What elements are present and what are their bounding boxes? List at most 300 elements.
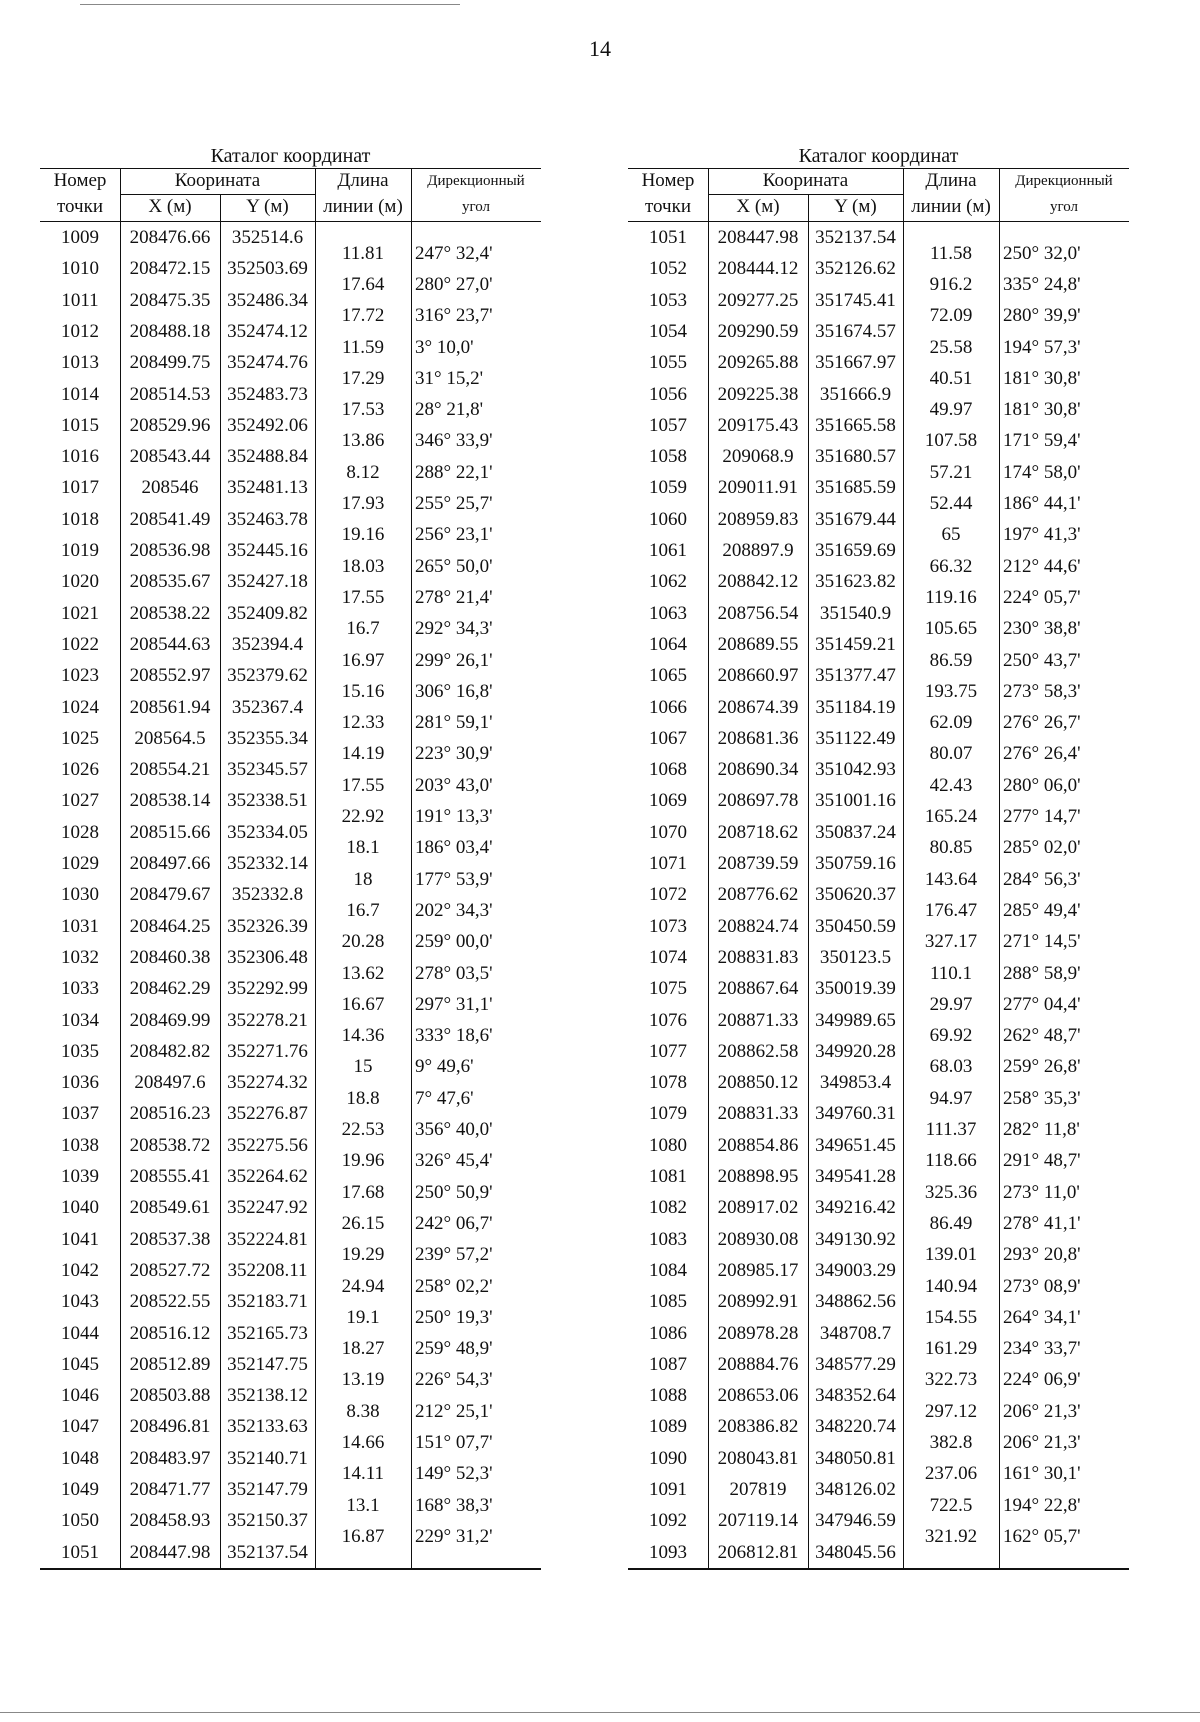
point-number: 1038 — [61, 1134, 99, 1156]
point-number: 1049 — [61, 1479, 99, 1500]
point-y: 352483.73 — [227, 383, 308, 405]
header-number-line1: Номер — [53, 170, 107, 191]
point-row — [628, 879, 903, 910]
point-x: 209175.43 — [717, 414, 799, 436]
segment-angle: 234° 33,7' — [1003, 1338, 1081, 1360]
segment-row — [315, 488, 541, 519]
point-y: 349760.31 — [815, 1103, 896, 1125]
point-number: 1091 — [649, 1479, 687, 1500]
point-y: 352150.37 — [227, 1510, 308, 1532]
segment-length: 14.19 — [341, 743, 385, 765]
point-row — [40, 1192, 315, 1223]
header-divider — [220, 194, 221, 222]
point-x: 208469.99 — [129, 1009, 211, 1031]
segment-row — [315, 1396, 541, 1427]
point-x: 208862.58 — [717, 1040, 799, 1062]
segment-length: 49.97 — [929, 399, 973, 421]
point-row — [628, 1098, 903, 1129]
point-y: 352274.32 — [227, 1072, 308, 1094]
point-x: 208535.67 — [129, 571, 211, 593]
point-number: 1028 — [61, 821, 99, 843]
segment-angle: 181° 30,8' — [1003, 399, 1081, 421]
segment-length: 18.8 — [346, 1087, 380, 1109]
segment-length: 17.64 — [341, 273, 385, 295]
segment-angle: 28° 21,8' — [415, 399, 484, 421]
point-y: 350123.5 — [819, 946, 892, 968]
point-y: 352224.81 — [227, 1228, 308, 1250]
segment-angle: 262° 48,7' — [1003, 1025, 1081, 1047]
point-y: 352332.14 — [227, 853, 308, 874]
segment-row — [315, 864, 541, 895]
segment-angle: 276° 26,7' — [1003, 712, 1081, 734]
point-row — [40, 1130, 315, 1161]
point-y: 352355.34 — [227, 727, 308, 749]
table-bottom-rule — [628, 1568, 1129, 1570]
page-number: 14 — [589, 36, 611, 61]
point-number: 1054 — [649, 320, 687, 342]
point-y: 351623.82 — [815, 571, 896, 593]
segment-row — [315, 707, 541, 738]
point-number: 1039 — [61, 1166, 99, 1187]
segment-angle: 335° 24,8' — [1003, 273, 1081, 295]
point-number: 1015 — [61, 414, 99, 436]
segment-angle: 280° 06,0' — [1003, 774, 1081, 796]
segment-angle: 194° 22,8' — [1003, 1494, 1081, 1516]
point-number: 1051 — [649, 227, 687, 248]
point-row — [40, 660, 315, 691]
segment-length: 12.33 — [341, 712, 385, 734]
segment-length: 18.27 — [341, 1338, 385, 1360]
segment-angle: 281° 59,1' — [415, 712, 493, 734]
point-row — [40, 1005, 315, 1036]
segment-angle: 226° 54,3' — [415, 1369, 493, 1391]
point-x: 208898.95 — [717, 1166, 799, 1187]
segment-angle: 293° 20,8' — [1003, 1244, 1081, 1266]
segment-length: 24.94 — [341, 1275, 385, 1297]
point-number: 1044 — [61, 1322, 99, 1344]
segment-angle: 333° 18,6' — [415, 1025, 493, 1047]
segment-angle: 197° 41,3' — [1003, 524, 1081, 546]
header-top-rule — [40, 168, 541, 169]
segment-length: 14.36 — [341, 1025, 385, 1047]
point-x: 208475.35 — [129, 289, 211, 311]
point-number: 1061 — [649, 540, 687, 561]
segment-row — [315, 1302, 541, 1333]
point-x: 208464.25 — [129, 915, 211, 937]
point-number: 1024 — [61, 696, 99, 718]
table-body — [628, 222, 1129, 1568]
point-x: 208824.74 — [717, 915, 799, 937]
point-row — [628, 942, 903, 973]
segment-angle: 273° 58,3' — [1003, 680, 1081, 702]
point-x: 208497.66 — [129, 853, 211, 874]
point-y: 351184.19 — [815, 696, 896, 718]
point-x: 208476.66 — [129, 227, 211, 248]
point-number: 1085 — [649, 1291, 687, 1313]
point-x: 208472.15 — [129, 258, 211, 280]
point-x: 208690.34 — [717, 759, 799, 781]
column-divider — [708, 222, 709, 1568]
segment-angle: 186° 44,1' — [1003, 493, 1081, 515]
point-row — [40, 1255, 315, 1286]
segment-angle: 202° 34,3' — [415, 899, 493, 921]
segment-angle: 259° 00,0' — [415, 931, 493, 953]
point-row — [40, 1161, 315, 1192]
segment-angle: 162° 05,7' — [1003, 1525, 1081, 1547]
point-x: 209225.38 — [717, 383, 799, 405]
point-y: 351680.57 — [815, 446, 896, 468]
segment-length: 16.67 — [341, 993, 385, 1015]
segment-row — [903, 582, 1129, 613]
point-x: 208471.77 — [129, 1479, 211, 1500]
point-y: 351666.9 — [819, 383, 892, 405]
segment-angle: 250° 43,7' — [1003, 649, 1081, 671]
segment-row — [315, 1364, 541, 1395]
point-y: 349003.29 — [815, 1259, 896, 1281]
point-row — [40, 1036, 315, 1067]
point-x: 208681.36 — [717, 727, 799, 749]
point-number: 1041 — [61, 1228, 99, 1250]
header-divider — [120, 168, 121, 222]
point-y: 350019.39 — [815, 978, 896, 1000]
point-number: 1066 — [649, 696, 687, 718]
segment-length: 13.86 — [341, 430, 385, 452]
point-row — [40, 1380, 315, 1411]
point-row — [628, 1192, 903, 1223]
point-y: 351667.97 — [815, 352, 896, 374]
point-row — [628, 379, 903, 410]
segment-row — [315, 770, 541, 801]
segment-length: 72.09 — [929, 305, 973, 327]
segment-row — [315, 1114, 541, 1145]
point-row — [40, 410, 315, 441]
point-number: 1045 — [61, 1353, 99, 1375]
point-y: 352492.06 — [227, 414, 308, 436]
segment-angle: 181° 30,8' — [1003, 367, 1081, 389]
point-x: 209265.88 — [717, 352, 799, 374]
segment-length: 13.62 — [341, 962, 385, 984]
segment-row — [315, 645, 541, 676]
segment-angle: 282° 11,8' — [1003, 1119, 1080, 1141]
point-row — [628, 566, 903, 597]
point-x: 208516.23 — [129, 1103, 211, 1125]
point-number: 1033 — [61, 978, 99, 1000]
segment-length: 139.01 — [924, 1244, 978, 1266]
segment-length: 11.59 — [341, 336, 385, 358]
segment-length: 110.1 — [929, 962, 973, 984]
point-y: 351685.59 — [815, 477, 896, 499]
segment-angle: 285° 02,0' — [1003, 837, 1081, 859]
point-row — [40, 535, 315, 566]
point-number: 1031 — [61, 915, 99, 937]
point-x: 208549.61 — [129, 1197, 211, 1219]
segment-length: 143.64 — [924, 868, 978, 890]
header-number-line2: точки — [56, 196, 103, 217]
point-y: 351745.41 — [815, 289, 896, 311]
segment-row — [903, 770, 1129, 801]
segment-angle: 292° 34,3' — [415, 618, 493, 640]
point-number: 1035 — [61, 1040, 99, 1062]
point-number: 1072 — [649, 884, 687, 906]
point-row — [628, 1537, 903, 1568]
point-row — [628, 723, 903, 754]
catalog-title: Каталог координат — [798, 145, 959, 167]
header-coords-rule — [708, 194, 903, 195]
segment-angle: 271° 14,5' — [1003, 931, 1081, 953]
segment-row — [315, 300, 541, 331]
segment-length: 14.11 — [341, 1463, 385, 1485]
segment-length: 193.75 — [924, 680, 978, 702]
segment-row — [903, 738, 1129, 769]
segment-row — [903, 1364, 1129, 1395]
point-x: 208538.14 — [129, 790, 211, 812]
point-row — [628, 1224, 903, 1255]
point-number: 1071 — [649, 853, 687, 874]
point-number: 1063 — [649, 602, 687, 624]
segment-row — [903, 676, 1129, 707]
point-x: 208527.72 — [129, 1259, 211, 1281]
point-row — [628, 754, 903, 785]
segment-length: 15 — [353, 1056, 373, 1078]
point-y: 349651.45 — [815, 1134, 896, 1156]
header-number-line1: Номер — [641, 170, 695, 191]
point-x: 208460.38 — [129, 946, 211, 968]
segment-length: 321.92 — [924, 1525, 978, 1547]
point-number: 1026 — [61, 759, 99, 781]
header-x: X (м) — [148, 196, 192, 217]
point-number: 1070 — [649, 821, 687, 843]
point-y: 348220.74 — [815, 1416, 896, 1438]
segment-row — [315, 926, 541, 957]
point-row — [628, 316, 903, 347]
segment-row — [315, 1177, 541, 1208]
point-number: 1058 — [649, 446, 687, 468]
point-y: 351377.47 — [815, 665, 896, 687]
point-row — [40, 222, 315, 253]
point-x: 208978.28 — [717, 1322, 799, 1344]
point-row — [628, 285, 903, 316]
point-number: 1034 — [61, 1009, 99, 1031]
segment-row — [903, 488, 1129, 519]
header-divider — [903, 168, 904, 222]
point-x: 208564.5 — [134, 727, 206, 749]
point-x: 208536.98 — [129, 540, 211, 561]
segment-row — [903, 707, 1129, 738]
segment-length: 327.17 — [924, 931, 978, 953]
point-number: 1060 — [649, 508, 687, 530]
point-row — [40, 316, 315, 347]
point-y: 352409.82 — [227, 602, 308, 624]
point-number: 1062 — [649, 571, 687, 593]
segment-angle: 278° 21,4' — [415, 586, 493, 608]
segment-length: 69.92 — [929, 1025, 973, 1047]
header-divider — [708, 168, 709, 222]
point-x: 208515.66 — [129, 821, 211, 843]
segment-angle: 278° 03,5' — [415, 962, 493, 984]
point-y: 352208.11 — [227, 1259, 308, 1281]
segment-length: 322.73 — [924, 1369, 978, 1391]
segment-row — [315, 958, 541, 989]
segment-angle: 229° 31,2' — [415, 1525, 493, 1547]
point-x: 208543.44 — [129, 446, 211, 468]
segment-angle: 242° 06,7' — [415, 1212, 493, 1234]
segment-length: 19.96 — [341, 1150, 385, 1172]
segment-row — [315, 1083, 541, 1114]
scan-edge-line — [80, 4, 460, 5]
point-x: 208756.54 — [717, 602, 799, 624]
segment-angle: 326° 45,4' — [415, 1150, 493, 1172]
point-number: 1077 — [649, 1040, 687, 1062]
table-header — [40, 168, 541, 222]
segment-angle: 255° 25,7' — [415, 493, 493, 515]
point-y: 352140.71 — [227, 1447, 308, 1469]
point-x: 208930.08 — [717, 1228, 799, 1250]
point-y: 351674.57 — [815, 320, 896, 342]
segment-row — [315, 1427, 541, 1458]
segment-angle: 7° 47,6' — [415, 1087, 474, 1109]
segment-length: 325.36 — [924, 1181, 978, 1203]
point-y: 352126.62 — [815, 258, 896, 280]
point-row — [628, 817, 903, 848]
point-y: 352137.54 — [815, 227, 896, 248]
point-x: 208488.18 — [129, 320, 211, 342]
point-number: 1069 — [649, 790, 687, 812]
segment-row — [315, 676, 541, 707]
point-row — [40, 942, 315, 973]
segment-row — [903, 1521, 1129, 1552]
segment-row — [903, 394, 1129, 425]
point-x: 208522.55 — [129, 1291, 211, 1313]
point-number: 1067 — [649, 727, 687, 749]
table-body — [40, 222, 541, 1568]
point-number: 1046 — [61, 1385, 99, 1407]
segment-angle: 3° 10,0' — [415, 336, 474, 358]
point-y: 352147.75 — [227, 1353, 308, 1375]
segment-angle: 288° 58,9' — [1003, 962, 1081, 984]
segment-row — [903, 1427, 1129, 1458]
point-x: 208483.97 — [129, 1447, 211, 1469]
point-x: 208538.72 — [129, 1134, 211, 1156]
column-divider — [903, 222, 904, 1568]
point-y: 352183.71 — [227, 1291, 308, 1313]
header-angle-line2: угол — [1049, 199, 1079, 215]
segment-length: 40.51 — [929, 367, 973, 389]
segment-angle: 149° 52,3' — [415, 1463, 493, 1485]
point-number: 1020 — [61, 571, 99, 593]
segment-row — [903, 457, 1129, 488]
segment-length: 140.94 — [924, 1275, 978, 1297]
point-x: 208482.82 — [129, 1040, 211, 1062]
point-x: 208850.12 — [717, 1072, 799, 1094]
header-coordinates: Коорината — [762, 170, 849, 191]
point-number: 1047 — [61, 1416, 99, 1438]
segment-row — [903, 519, 1129, 550]
point-number: 1014 — [61, 383, 99, 405]
segment-angle: 297° 31,1' — [415, 993, 493, 1015]
segment-row — [903, 958, 1129, 989]
segment-length: 916.2 — [929, 273, 973, 295]
point-number: 1037 — [61, 1103, 99, 1125]
header-divider — [999, 168, 1000, 222]
segment-length: 382.8 — [929, 1432, 973, 1454]
segment-length: 154.55 — [924, 1306, 978, 1328]
segment-length: 161.29 — [924, 1338, 978, 1360]
segment-angle: 31° 15,2' — [415, 367, 484, 389]
segment-row — [903, 864, 1129, 895]
point-number: 1059 — [649, 477, 687, 499]
point-row — [40, 566, 315, 597]
segment-angle: 186° 03,4' — [415, 837, 493, 859]
segment-row — [903, 238, 1129, 269]
segment-length: 86.59 — [929, 649, 973, 671]
segment-length: 13.19 — [341, 1369, 385, 1391]
segment-length: 17.72 — [341, 305, 385, 327]
point-y: 351665.58 — [815, 414, 896, 436]
segment-angle: 316° 23,7' — [415, 305, 493, 327]
point-row — [40, 379, 315, 410]
point-x: 208689.55 — [717, 633, 799, 655]
segment-row — [315, 1490, 541, 1521]
point-row — [40, 285, 315, 316]
segment-angle: 206° 21,3' — [1003, 1400, 1081, 1422]
segment-length: 17.93 — [341, 493, 385, 515]
point-x: 208831.33 — [717, 1103, 799, 1125]
segment-length: 105.65 — [924, 618, 978, 640]
point-number: 1012 — [61, 320, 99, 342]
segment-row — [315, 1271, 541, 1302]
segment-angle: 247° 32,4' — [415, 242, 493, 264]
point-row — [628, 1005, 903, 1036]
segment-angle: 230° 38,8' — [1003, 618, 1081, 640]
point-y: 352275.56 — [227, 1134, 308, 1156]
segment-length: 22.92 — [341, 806, 385, 828]
point-number: 1090 — [649, 1447, 687, 1469]
point-row — [628, 1443, 903, 1474]
segment-length: 68.03 — [929, 1056, 973, 1078]
segment-length: 20.28 — [341, 931, 385, 953]
point-row — [628, 1349, 903, 1380]
point-number: 1086 — [649, 1322, 687, 1344]
point-x: 208462.29 — [129, 978, 211, 1000]
segment-length: 17.53 — [341, 399, 385, 421]
segment-row — [315, 363, 541, 394]
point-number: 1048 — [61, 1447, 99, 1469]
point-x: 207819 — [729, 1479, 787, 1500]
segment-length: 17.55 — [341, 774, 385, 796]
segment-angle: 284° 56,3' — [1003, 868, 1081, 890]
header-divider — [808, 194, 809, 222]
point-number: 1068 — [649, 759, 687, 781]
segment-row — [315, 1145, 541, 1176]
point-row — [628, 1411, 903, 1442]
point-row — [628, 1505, 903, 1536]
segment-length: 52.44 — [929, 493, 973, 515]
point-y: 352488.84 — [227, 446, 308, 468]
point-row — [40, 598, 315, 629]
column-divider — [120, 222, 121, 1568]
segment-angle: 280° 27,0' — [415, 273, 493, 295]
point-row — [628, 535, 903, 566]
point-number: 1088 — [649, 1385, 687, 1407]
segment-row — [903, 300, 1129, 331]
point-number: 1074 — [649, 946, 687, 968]
point-y: 351042.93 — [815, 759, 896, 781]
point-y: 352379.62 — [227, 665, 308, 687]
segment-angle: 239° 57,2' — [415, 1244, 493, 1266]
point-number: 1065 — [649, 665, 687, 687]
table-header — [628, 168, 1129, 222]
point-y: 351001.16 — [815, 790, 896, 812]
